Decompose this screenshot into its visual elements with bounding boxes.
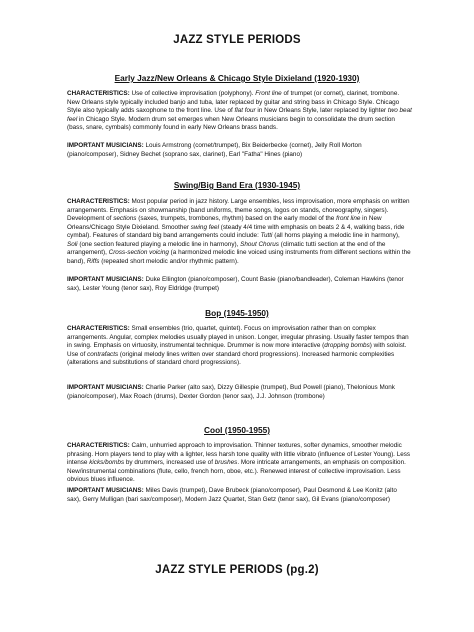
- section-heading-early-jazz: Early Jazz/New Orleans & Chicago Style Dixieland (1920-1930): [114, 73, 360, 83]
- musicians-label: IMPORTANT MUSICIANS:: [67, 487, 144, 494]
- characteristics-swing: [67, 198, 412, 266]
- musicians-label: IMPORTANT MUSICIANS:: [67, 142, 144, 149]
- musicians-label: IMPORTANT MUSICIANS:: [67, 276, 144, 283]
- musicians-cool: [67, 487, 412, 504]
- musicians-label: IMPORTANT MUSICIANS:: [67, 384, 144, 391]
- musicians-early-jazz: [67, 142, 412, 159]
- musicians-text: Miles Davis (trumpet), Dave Brubeck (piano/composer), Paul Desmond & Lee Konitz (alto sax), Gerry Mulligan (bari sax/composer), Modern Jazz Quartet, Stan Getz (tenor sax), Gil Evans (piano/composer): [67, 487, 397, 503]
- characteristics-text: Most popular period in jazz history. Large ensembles, less improvisation, more emphasis on written arrangements. Emphasis on showmanship (band uniforms, theme songs, logos on stands, choreography, singers). Development of sections (saxes, trumpets, trombones, rhythm) based on the early model of the front line in New Orleans/Chicago Style Dixieland. Smoother swing feel (steady 4/4 time with emphasis on beats 2 & 4, walking bass, ride cymbal). Features of standard big band arrangements could include: Tutti (all horns playing a melodic line in harmony), Soli (one section featured playing a melodic line in harmony), Shout Chorus (climatic tutti section at the end of the arrangement), Cross-section voicing (a harmonized melodic line voiced using instruments from different sections within the band), Riffs (repeated short melodic and/or rhythmic pattern).: [67, 198, 411, 265]
- section-heading-bop: Bop (1945-1950): [205, 308, 269, 318]
- characteristics-label: CHARACTERISTICS:: [67, 442, 130, 449]
- characteristics-early-jazz: [67, 90, 412, 133]
- page-title-pg2: JAZZ STYLE PERIODS (pg.2): [155, 564, 319, 576]
- page-title: JAZZ STYLE PERIODS: [173, 34, 301, 46]
- characteristics-cool: [67, 442, 412, 485]
- characteristics-text: Small ensembles (trio, quartet, quintet). Focus on improvisation rather than on complex arrangements. Angular, complex melodies usually played in unison. Longer, irregular phrasing. Usually faster tempos than in swing. Emphasis on virtuosity, instrumental technique. Drummer is now more interactive (dropping bombs) with soloist. Use of contrafacts (original melody lines written over standard chord progressions). Increased harmonic complexities (alterations and substitutions of standard chord progressions).: [67, 325, 409, 366]
- characteristics-text: Use of collective improvisation (polyphony). Front line of trumpet (or cornet), clarinet, trombone. New Orleans style typically included banjo and tuba, later replaced by guitar and string bass in Chicago Style. Chicago Style also typically adds saxophone to the front line. Use of flat four in New Orleans Style, later replaced by lighter two beat feel in Chicago Style. Modern drum set emerges when New Orleans musicians begin to consolidate the drum section (bass, snare, cymbals) commonly found in early New Orleans brass bands.: [67, 90, 412, 131]
- musicians-bop: [67, 384, 412, 401]
- characteristics-label: CHARACTERISTICS:: [67, 90, 130, 97]
- musicians-text: Charlie Parker (alto sax), Dizzy Gillespie (trumpet), Bud Powell (piano), Thelonious Monk (piano/composer), Max Roach (drums), Dexter Gordon (tenor sax), J.J. Johnson (trombone): [67, 384, 395, 400]
- characteristics-label: CHARACTERISTICS:: [67, 198, 130, 205]
- characteristics-bop: [67, 325, 412, 368]
- musicians-text: Louis Armstrong (cornet/trumpet), Bix Beiderbecke (cornet), Jelly Roll Morton (piano/composer), Sidney Bechet (soprano sax, clarinet), Earl "Fatha" Hines (piano): [67, 142, 362, 158]
- musicians-text: Duke Ellington (piano/composer), Count Basie (piano/bandleader), Coleman Hawkins (tenor sax), Lester Young (tenor sax), Roy Eldridge (trumpet): [67, 276, 404, 292]
- characteristics-label: CHARACTERISTICS:: [67, 325, 130, 332]
- section-heading-cool: Cool (1950-1955): [204, 425, 270, 435]
- characteristics-text: Calm, unhurried approach to improvisation. Thinner textures, softer dynamics, smoother melodic phrasing. Horn players tend to play with a lighter, less harsh tone quality with little vibrato (influence of Lester Young). Less intense kicks/bombs by drummers, increased use of brushes. More intricate arrangements, an emphasis on composition. New/instrumental combinations (flute, cello, french horn, oboe, etc.). Renewed interest of collective improvisation. Less obvious blues influence.: [67, 442, 411, 483]
- musicians-swing: [67, 276, 412, 293]
- section-heading-swing: Swing/Big Band Era (1930-1945): [173, 180, 301, 190]
